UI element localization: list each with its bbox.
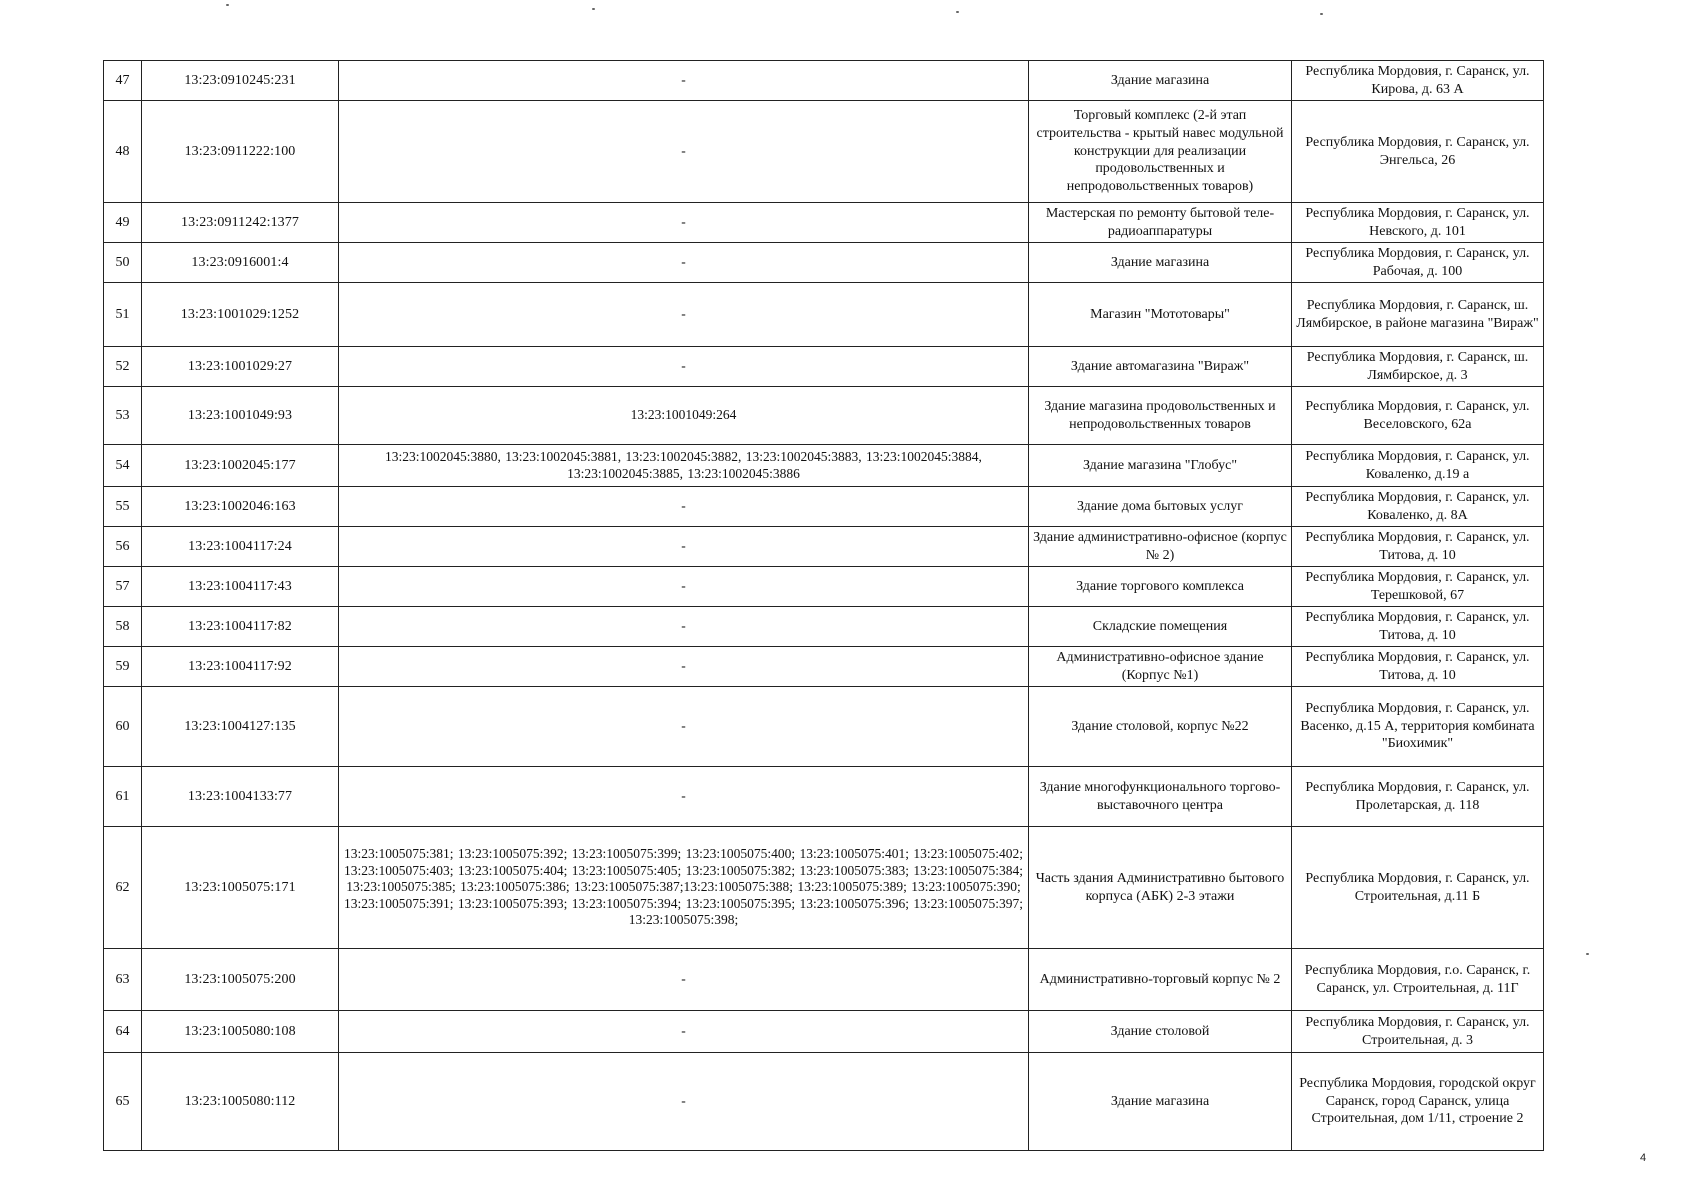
cadastral-number: 13:23:0911242:1377	[142, 203, 339, 243]
row-number: 49	[104, 203, 142, 243]
inner-objects: -	[339, 567, 1029, 607]
object-address: Республика Мордовия, г. Саранск, ул. Пролетарская, д. 118	[1292, 767, 1544, 827]
object-address: Республика Мордовия, г. Саранск, ул. Веселовского, 62а	[1292, 387, 1544, 445]
inner-objects: -	[339, 767, 1029, 827]
object-address: Республика Мордовия, г. Саранск, ул. Строительная, д.11 Б	[1292, 827, 1544, 949]
object-address: Республика Мордовия, г. Саранск, ул. Терешковой, 67	[1292, 567, 1544, 607]
table-row	[104, 101, 1544, 203]
cadastral-number: 13:23:1005075:200	[142, 949, 339, 1011]
row-number: 61	[104, 767, 142, 827]
inner-objects: -	[339, 283, 1029, 347]
object-name: Здание магазина продовольственных и непродовольственных товаров	[1029, 387, 1292, 445]
object-name: Административно-торговый корпус № 2	[1029, 949, 1292, 1011]
row-number: 62	[104, 827, 142, 949]
inner-objects: -	[339, 1011, 1029, 1053]
object-address: Республика Мордовия, городской округ Саранск, город Саранск, улица Строительная, дом 1/11, строение 2	[1292, 1053, 1544, 1151]
row-number: 60	[104, 687, 142, 767]
object-address: Республика Мордовия, г. Саранск, ул. Строительная, д. 3	[1292, 1011, 1544, 1053]
table-row	[104, 243, 1544, 283]
table-row	[104, 387, 1544, 445]
object-name: Мастерская по ремонту бытовой теле-радиоаппаратуры	[1029, 203, 1292, 243]
cadastral-number: 13:23:1004117:43	[142, 567, 339, 607]
object-address: Республика Мордовия, г.о. Саранск, г. Саранск, ул. Строительная, д. 11Г	[1292, 949, 1544, 1011]
cadastral-number: 13:23:1004127:135	[142, 687, 339, 767]
inner-objects: -	[339, 949, 1029, 1011]
object-address: Республика Мордовия, г. Саранск, ул. Титова, д. 10	[1292, 607, 1544, 647]
inner-objects: 13:23:1002045:3880, 13:23:1002045:3881, 13:23:1002045:3882, 13:23:1002045:3883, 13:23:1002045:3884, 13:23:1002045:3885, 13:23:1002045:3886	[339, 445, 1029, 487]
row-number: 64	[104, 1011, 142, 1053]
object-address: Республика Мордовия, г. Саранск, ул. Васенко, д.15 А, территория комбината "Биохимик"	[1292, 687, 1544, 767]
row-number: 65	[104, 1053, 142, 1151]
object-name: Здание дома бытовых услуг	[1029, 487, 1292, 527]
table-row	[104, 487, 1544, 527]
row-number: 53	[104, 387, 142, 445]
row-number: 56	[104, 527, 142, 567]
object-name: Часть здания Административно бытового корпуса (АБК) 2-3 этажи	[1029, 827, 1292, 949]
object-address: Республика Мордовия, г. Саранск, ш. Лямбирское, д. 3	[1292, 347, 1544, 387]
row-number: 52	[104, 347, 142, 387]
table-row	[104, 647, 1544, 687]
cadastral-number: 13:23:1001029:27	[142, 347, 339, 387]
cadastral-number: 13:23:1005080:108	[142, 1011, 339, 1053]
cadastral-number: 13:23:1002046:163	[142, 487, 339, 527]
cadastral-number: 13:23:1004117:82	[142, 607, 339, 647]
cadastral-number: 13:23:1004133:77	[142, 767, 339, 827]
object-address: Республика Мордовия, г. Саранск, ул. Коваленко, д.19 а	[1292, 445, 1544, 487]
table-row	[104, 347, 1544, 387]
object-address: Республика Мордовия, г. Саранск, ш. Лямбирское, в районе магазина "Вираж"	[1292, 283, 1544, 347]
inner-objects: -	[339, 1053, 1029, 1151]
table-row	[104, 445, 1544, 487]
inner-objects: -	[339, 347, 1029, 387]
object-name: Торговый комплекс (2-й этап строительства - крытый навес модульной конструкции для реализации продовольственных и непродовольственных товаров)	[1029, 101, 1292, 203]
table-row	[104, 527, 1544, 567]
row-number: 57	[104, 567, 142, 607]
inner-objects: 13:23:1001049:264	[339, 387, 1029, 445]
inner-objects: -	[339, 687, 1029, 767]
inner-objects: -	[339, 487, 1029, 527]
object-name: Здание магазина	[1029, 61, 1292, 101]
row-number: 54	[104, 445, 142, 487]
object-name: Здание столовой	[1029, 1011, 1292, 1053]
table-row	[104, 203, 1544, 243]
table-row	[104, 567, 1544, 607]
page-number: 4	[1640, 1152, 1647, 1164]
inner-objects: -	[339, 101, 1029, 203]
object-address: Республика Мордовия, г. Саранск, ул. Титова, д. 10	[1292, 527, 1544, 567]
table-row	[104, 61, 1544, 101]
cadastral-number: 13:23:0916001:4	[142, 243, 339, 283]
object-name: Здание магазина	[1029, 1053, 1292, 1151]
object-address: Республика Мордовия, г. Саранск, ул. Титова, д. 10	[1292, 647, 1544, 687]
cadastral-number: 13:23:1005075:171	[142, 827, 339, 949]
inner-objects: -	[339, 203, 1029, 243]
table-row	[104, 1011, 1544, 1053]
object-name: Здание столовой, корпус №22	[1029, 687, 1292, 767]
row-number: 55	[104, 487, 142, 527]
object-name: Здание многофункционального торгово-выставочного центра	[1029, 767, 1292, 827]
object-address: Республика Мордовия, г. Саранск, ул. Кирова, д. 63 А	[1292, 61, 1544, 101]
row-number: 50	[104, 243, 142, 283]
table-row	[104, 827, 1544, 949]
object-address: Республика Мордовия, г. Саранск, ул. Невского, д. 101	[1292, 203, 1544, 243]
object-name: Здание магазина "Глобус"	[1029, 445, 1292, 487]
object-address: Республика Мордовия, г. Саранск, ул. Энгельса, 26	[1292, 101, 1544, 203]
cadastral-number: 13:23:1001029:1252	[142, 283, 339, 347]
row-number: 48	[104, 101, 142, 203]
inner-objects: -	[339, 61, 1029, 101]
object-address: Республика Мордовия, г. Саранск, ул. Коваленко, д. 8А	[1292, 487, 1544, 527]
objects-table-body	[104, 61, 1544, 1151]
inner-objects: -	[339, 607, 1029, 647]
cadastral-number: 13:23:1004117:24	[142, 527, 339, 567]
cadastral-number: 13:23:1002045:177	[142, 445, 339, 487]
object-name: Магазин "Мототовары"	[1029, 283, 1292, 347]
table-row	[104, 283, 1544, 347]
table-row	[104, 949, 1544, 1011]
inner-objects: -	[339, 243, 1029, 283]
object-name: Здание автомагазина "Вираж"	[1029, 347, 1292, 387]
cadastral-number: 13:23:1001049:93	[142, 387, 339, 445]
object-name: Складские помещения	[1029, 607, 1292, 647]
cadastral-number: 13:23:0910245:231	[142, 61, 339, 101]
inner-objects: -	[339, 647, 1029, 687]
table-row	[104, 1053, 1544, 1151]
cadastral-number: 13:23:0911222:100	[142, 101, 339, 203]
row-number: 47	[104, 61, 142, 101]
table-row	[104, 767, 1544, 827]
row-number: 59	[104, 647, 142, 687]
object-address: Республика Мордовия, г. Саранск, ул. Рабочая, д. 100	[1292, 243, 1544, 283]
row-number: 51	[104, 283, 142, 347]
inner-objects: 13:23:1005075:381; 13:23:1005075:392; 13:23:1005075:399; 13:23:1005075:400; 13:23:1005075:401; 13:23:1005075:402; 13:23:1005075:403; 13:23:1005075:404; 13:23:1005075:405; 13:23:1005075:382; 13:23:1005075:383; 13:23:1005075:384; 13:23:1005075:385; 13:23:1005075:386; 13:23:1005075:387;13:23:1005075:388; 13:23:1005075:389; 13:23:1005075:390; 13:23:1005075:391; 13:23:1005075:393; 13:23:1005075:394; 13:23:1005075:395; 13:23:1005075:396; 13:23:1005075:397; 13:23:1005075:398;	[339, 827, 1029, 949]
object-name: Административно-офисное здание (Корпус №1)	[1029, 647, 1292, 687]
objects-table	[103, 60, 1544, 1151]
table-row	[104, 687, 1544, 767]
row-number: 58	[104, 607, 142, 647]
object-name: Здание торгового комплекса	[1029, 567, 1292, 607]
row-number: 63	[104, 949, 142, 1011]
cadastral-number: 13:23:1005080:112	[142, 1053, 339, 1151]
table-row	[104, 607, 1544, 647]
object-name: Здание административно-офисное (корпус № 2)	[1029, 527, 1292, 567]
inner-objects: -	[339, 527, 1029, 567]
object-name: Здание магазина	[1029, 243, 1292, 283]
cadastral-number: 13:23:1004117:92	[142, 647, 339, 687]
